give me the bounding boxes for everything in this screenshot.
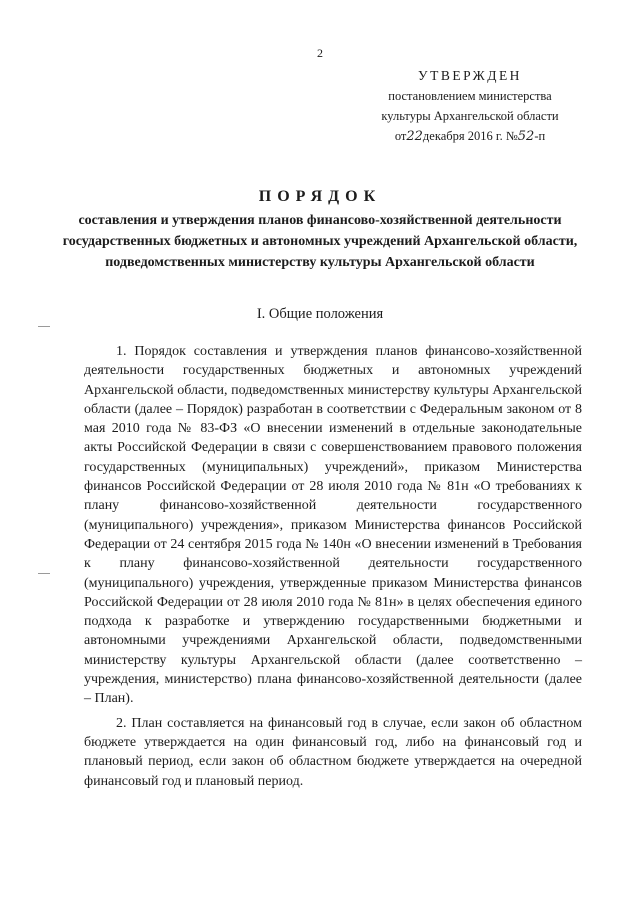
page-number: 2: [317, 46, 323, 60]
paragraph-2: 2. План составляется на финансовый год в случае, если закон об областном бюджете утверждается на один финансовый год, либо на финансовый год и плановый период, если закон об областном бюджете утверждается на очередной финансовый год и плановый период.: [84, 715, 582, 789]
document-body: [84, 342, 582, 796]
approval-date-day: 22: [406, 129, 423, 144]
approval-suffix: -п: [534, 129, 546, 143]
margin-mark: [38, 573, 50, 574]
approval-stamp: [372, 66, 568, 147]
section-heading: I. Общие положения: [256, 306, 384, 322]
approval-line-1: постановлением министерства: [388, 89, 552, 103]
approval-number: 52: [517, 129, 535, 144]
approval-title: УТВЕРЖДЕН: [418, 68, 522, 83]
approval-date-prefix: от: [394, 129, 407, 143]
approval-date-line: [372, 126, 568, 147]
approval-date-rest: декабря 2016 г. №: [422, 129, 518, 143]
title-subtitle: составления и утверждения планов финансово-хозяйственной деятельности государственных бюджетных и автономных учреждений Архангельской области, подведомственных министерству культуры Архангельской области: [62, 213, 578, 270]
approval-line-2: культуры Архангельской области: [381, 109, 559, 123]
title-main: ПОРЯДОК: [258, 188, 382, 205]
document-title: [60, 186, 580, 273]
paragraph-1: 1. Порядок составления и утверждения планов финансово-хозяйственной деятельности государственных бюджетных и автономных учреждений Архангельской области, подведомственных министерству культуры Архангельской области (далее – Порядок) разработан в соответствии с Федеральным законом от 8 мая 2010 года № 83-ФЗ «О внесении изменений в отдельные законодательные акты Российской Федерации в связи с совершенствованием правового положения государственных (муниципальных) учреждений», приказом Министерства финансов Российской Федерации от 28 июля 2010 года № 81н «О требованиях к плану финансово-хозяйственной деятельности государственного (муниципального) учреждения», приказом Министерства финансов Российской Федерации от 24 сентября 2015 года № 140н «О внесении изменений в Требования к плану финансово-хозяйственной деятельности государственного (муниципального) учреждения, утвержденные приказом Министерства финансов Российской Федерации от 28 июля 2010 года № 81н» в целях обеспечения единого подхода к разработке и утверждению государственными бюджетными и автономными учреждениями Архангельской области, подведомственными министерству культуры Архангельской области (далее соответственно – учреждения, министерство) плана финансово-хозяйственной деятельности (далее – План).: [84, 344, 582, 707]
margin-mark: [38, 326, 50, 327]
